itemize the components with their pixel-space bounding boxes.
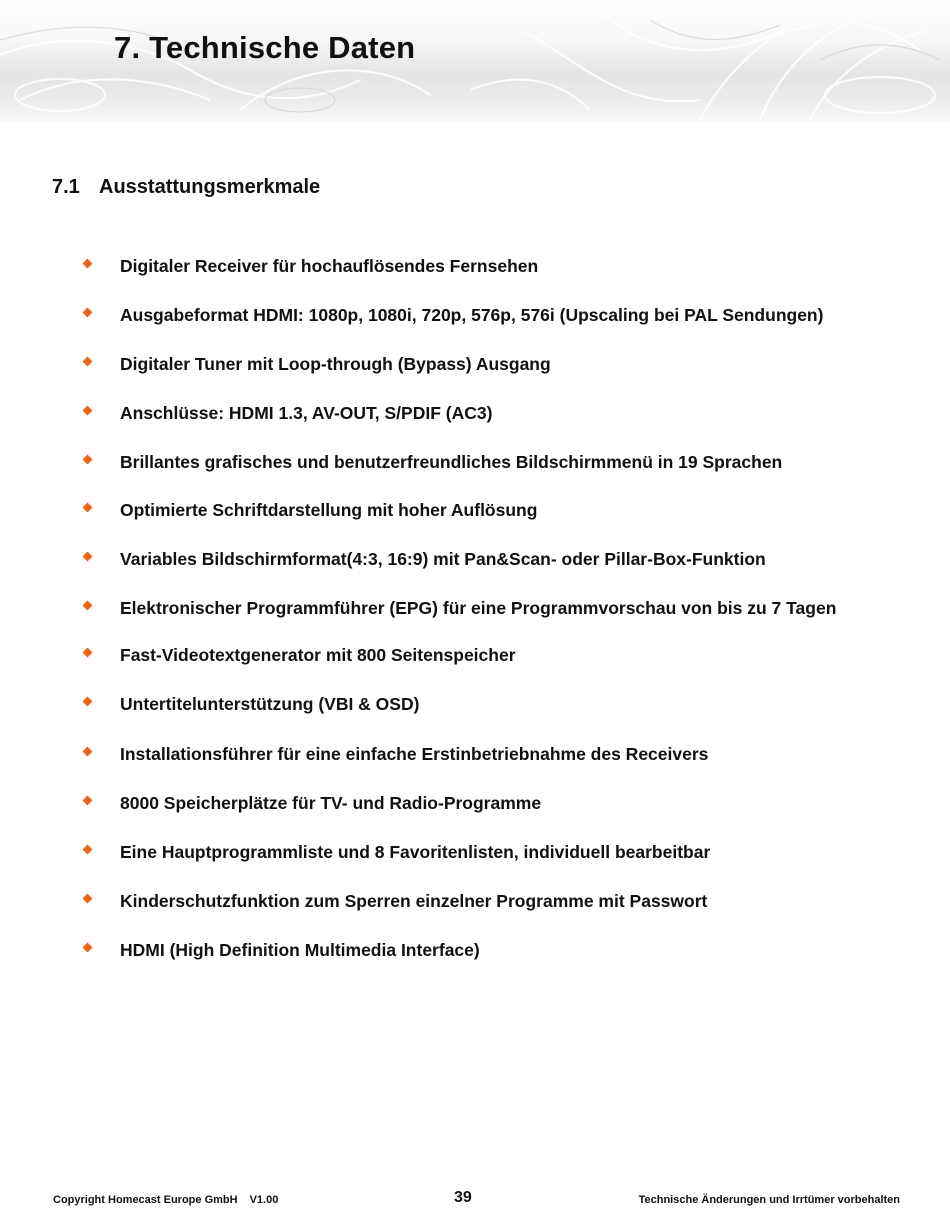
feature-text: Digitaler Receiver für hochauflösendes Fernsehen [120, 256, 539, 276]
diamond-bullet-icon [83, 259, 93, 269]
diamond-bullet-icon [83, 503, 93, 513]
footer-disclaimer: Technische Änderungen und Irrtümer vorbehalten [638, 1194, 900, 1206]
section-title [52, 176, 320, 199]
page-title: 7. Technische Daten [114, 30, 416, 65]
feature-text: Installationsführer für eine einfache Erstinbetriebnahme des Receivers [120, 744, 709, 764]
feature-text: Kinderschutzfunktion zum Sperren einzelner Programme mit Passwort [120, 891, 708, 911]
diamond-bullet-icon [83, 697, 93, 707]
copyright-text: Copyright Homecast Europe GmbH [53, 1194, 238, 1206]
diamond-bullet-icon [83, 601, 93, 611]
version-text: V1.00 [249, 1194, 279, 1206]
diamond-bullet-icon [83, 796, 93, 806]
footer-copyright [53, 1194, 278, 1206]
feature-text: Brillantes grafisches und benutzerfreundliches Bildschirmmenü in 19 Sprachen [120, 452, 783, 472]
feature-text: Ausgabeformat HDMI: 1080p, 1080i, 720p, 576p, 576i (Upscaling bei PAL Sendungen) [120, 305, 824, 325]
feature-text: HDMI (High Definition Multimedia Interface) [120, 940, 480, 960]
diamond-bullet-icon [83, 894, 93, 904]
diamond-bullet-icon [83, 552, 93, 562]
page-number: 39 [454, 1189, 472, 1206]
feature-text: Untertitelunterstützung (VBI & OSD) [120, 694, 420, 714]
feature-text: Anschlüsse: HDMI 1.3, AV-OUT, S/PDIF (AC3) [120, 403, 493, 423]
section-label: Ausstattungsmerkmale [99, 176, 321, 198]
feature-text: Optimierte Schriftdarstellung mit hoher Auflösung [120, 500, 538, 520]
feature-text: Eine Hauptprogrammliste und 8 Favoritenlisten, individuell bearbeitbar [120, 842, 711, 862]
diamond-bullet-icon [83, 845, 93, 855]
diamond-bullet-icon [83, 747, 93, 757]
feature-text: Elektronischer Programmführer (EPG) für eine Programmvorschau von bis zu 7 Tagen [120, 598, 837, 618]
feature-text: 8000 Speicherplätze für TV- und Radio-Programme [120, 793, 542, 813]
diamond-bullet-icon [83, 406, 93, 416]
diamond-bullet-icon [83, 943, 93, 953]
diamond-bullet-icon [83, 648, 93, 658]
diamond-bullet-icon [83, 455, 93, 465]
section-number: 7.1 [52, 176, 80, 198]
diamond-bullet-icon [83, 357, 93, 367]
feature-text: Digitaler Tuner mit Loop-through (Bypass) Ausgang [120, 354, 551, 374]
diamond-bullet-icon [83, 308, 93, 318]
feature-text: Fast-Videotextgenerator mit 800 Seitenspeicher [120, 645, 516, 665]
feature-text: Variables Bildschirmformat(4:3, 16:9) mit Pan&Scan- oder Pillar-Box-Funktion [120, 549, 766, 569]
